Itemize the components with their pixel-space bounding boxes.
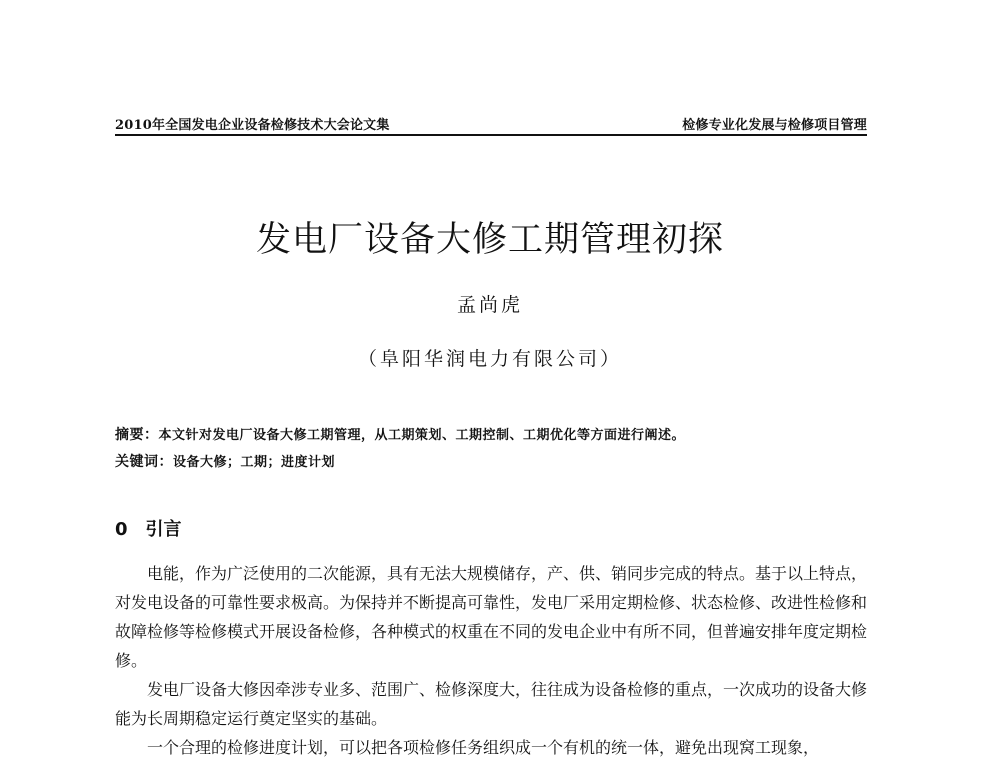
abstract-label: 摘要： bbox=[115, 427, 159, 443]
paragraph: 发电厂设备大修因牵涉专业多、范围广、检修深度大，往往成为设备检修的重点，一次成功的设备大修能为长周期稳定运行奠定坚实的基础。 bbox=[115, 680, 868, 728]
running-header bbox=[115, 114, 867, 135]
abstract bbox=[115, 424, 875, 444]
keywords-label: 关键词： bbox=[115, 454, 173, 470]
keywords-text: 设备大修；工期；进度计划 bbox=[173, 455, 336, 470]
header-right-text: 检修专业化发展与检修项目管理 bbox=[682, 118, 867, 133]
section-heading bbox=[115, 515, 182, 541]
section-number: 0 bbox=[115, 519, 128, 540]
author-name: 孟尚虎 bbox=[456, 294, 523, 316]
paper-title: 发电厂设备大修工期管理初探 bbox=[255, 220, 724, 260]
section-title: 引言 bbox=[145, 519, 182, 540]
author-affiliation: （阜阳华润电力有限公司） bbox=[357, 348, 622, 370]
paragraph: 一个合理的检修进度计划，可以把各项检修任务组织成一个有机的统一体，避免出现窝工现象， bbox=[147, 738, 820, 757]
body-text bbox=[115, 559, 867, 762]
abstract-text: 本文针对发电厂设备大修工期管理，从工期策划、工期控制、工期优化等方面进行阐述。 bbox=[158, 428, 686, 443]
header-left-text: 2010年全国发电企业设备检修技术大会论文集 bbox=[115, 118, 390, 133]
paragraph: 电能，作为广泛使用的二次能源，具有无法大规模储存，产、供、销同步完成的特点。基于以上特点，对发电设备的可靠性要求极高。为保持并不断提高可靠性，发电厂采用定期检修、状态检修、改进性检修和故障检修等检修模式开展设备检修，各种模式的权重在不同的发电企业中有所不同，但普遍安排年度定期检修。 bbox=[115, 564, 868, 670]
header-rule bbox=[115, 134, 867, 136]
keywords bbox=[115, 451, 875, 471]
